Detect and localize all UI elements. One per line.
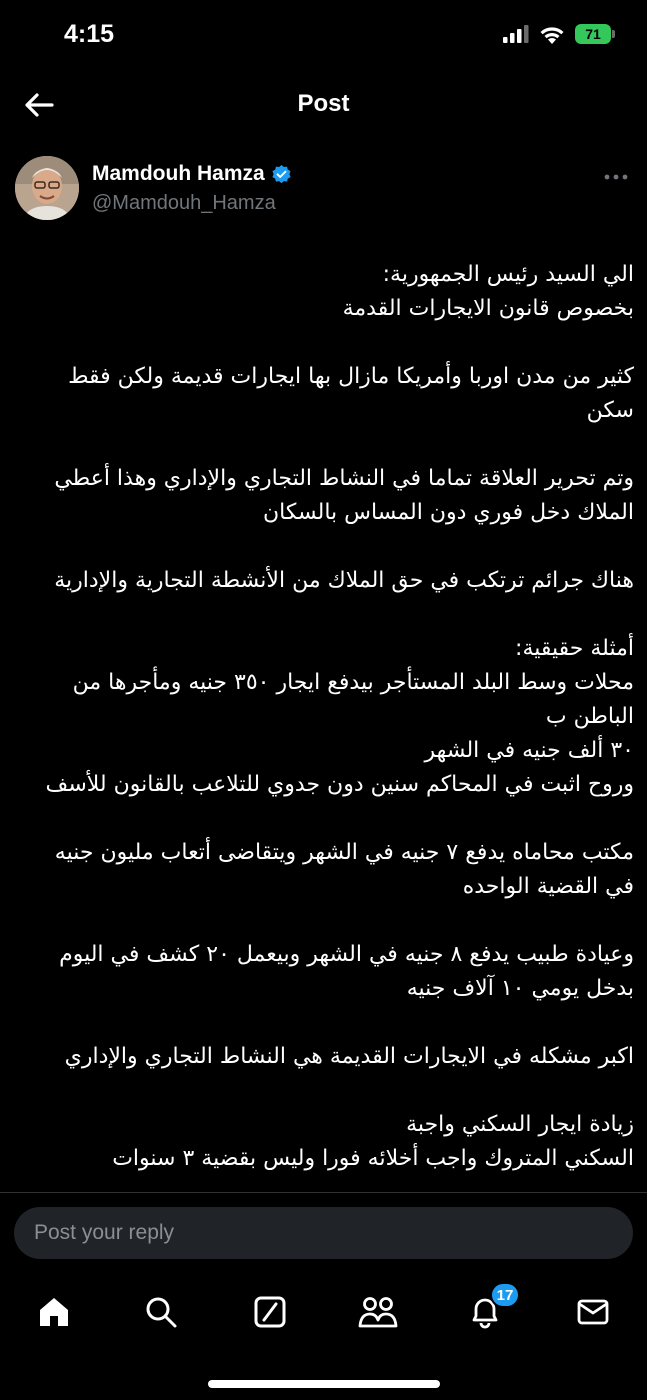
tab-grok[interactable] (248, 1290, 292, 1334)
search-icon (144, 1295, 178, 1329)
post-text-line: سكن (586, 398, 634, 423)
communities-icon (358, 1294, 398, 1330)
tab-messages[interactable] (571, 1290, 615, 1334)
signal-icon (503, 25, 529, 43)
post-author (0, 156, 647, 226)
post-paragraph (14, 938, 634, 1006)
status-icons (503, 24, 615, 44)
wifi-icon (539, 25, 565, 44)
post-text-line: كثير من مدن اوربا وأمريكا مازال بها ايجارات قديمة ولكن فقط (68, 364, 634, 389)
post-text-line: أمثلة حقيقية: (515, 636, 634, 661)
author-name-row (92, 162, 292, 186)
nav-header (0, 70, 647, 138)
avatar-image (15, 156, 79, 220)
post-paragraph (14, 462, 634, 530)
post-text-line: السكني المتروك واجب أخلائه فورا وليس بقضية ٣ سنوات (112, 1146, 634, 1171)
reply-area (0, 1192, 647, 1272)
more-options-icon[interactable] (603, 170, 629, 184)
page-title: Post (297, 90, 350, 117)
author-handle[interactable]: @Mamdouh_Hamza (92, 192, 276, 214)
grok-icon (253, 1295, 287, 1329)
post-text-line: وروح اثبت في المحاكم سنين دون جدوي للتلاعب بالقانون للأسف (45, 772, 634, 797)
bottom-tab-bar (0, 1272, 647, 1400)
post-text-line: بدخل يومي ١٠ آلاف جنيه (406, 976, 634, 1001)
post-text-line: بخصوص قانون الايجارات القدمة (342, 296, 634, 321)
notifications-badge: 17 (490, 1282, 520, 1308)
post-text-line: الي السيد رئيس الجمهورية: (382, 262, 634, 287)
post-paragraph (14, 564, 634, 598)
post-paragraph (14, 632, 634, 802)
status-time: 4:15 (64, 20, 115, 48)
battery-indicator (575, 24, 615, 44)
post-text-line: في القضية الواحده (462, 874, 634, 899)
post-text (14, 258, 634, 1210)
post-text-line: هناك جرائم ترتكب في حق الملاك من الأنشطة التجارية والإدارية (54, 568, 634, 593)
battery-cap (612, 30, 615, 38)
mail-icon (576, 1297, 610, 1327)
battery-level: 71 (575, 24, 611, 44)
tab-communities[interactable] (356, 1290, 400, 1334)
post-paragraph (14, 1108, 634, 1176)
post-paragraph (14, 360, 634, 428)
status-bar (0, 0, 647, 70)
post-paragraph (14, 258, 634, 326)
post-text-line: الملاك دخل فوري دون المساس بالسكان (262, 500, 634, 525)
post-text-line: اكبر مشكله في الايجارات القديمة هي النشاط التجاري والإداري (64, 1044, 634, 1069)
avatar[interactable] (15, 156, 79, 220)
home-icon (36, 1294, 72, 1330)
post-text-line: ٣٠ ألف جنيه في الشهر (424, 738, 634, 763)
post-paragraph (14, 836, 634, 904)
post-text-line: الباطن ب (545, 704, 634, 729)
post-text-line: زيادة ايجار السكني واجبة (406, 1112, 634, 1137)
post-paragraph (14, 1040, 634, 1074)
tab-home[interactable] (32, 1290, 76, 1334)
post-text-line: وعيادة طبيب يدفع ٨ جنيه في الشهر وبيعمل ٢٠ كشف في اليوم (59, 942, 634, 967)
tab-search[interactable] (139, 1290, 183, 1334)
reply-input[interactable] (14, 1207, 633, 1259)
post-text-line: مكتب محاماه يدفع ٧ جنيه في الشهر ويتقاضى أتعاب مليون جنيه (54, 840, 634, 865)
post-text-line: محلات وسط البلد المستأجر بيدفع ايجار ٣٥٠ جنيه ومأجرها من (72, 670, 634, 695)
author-name[interactable]: Mamdouh Hamza (92, 162, 265, 185)
post-text-line: وتم تحرير العلاقة تماما في النشاط التجاري والإداري وهذا أعطي (54, 466, 634, 491)
verified-badge-icon (271, 164, 292, 185)
home-indicator (208, 1380, 440, 1388)
